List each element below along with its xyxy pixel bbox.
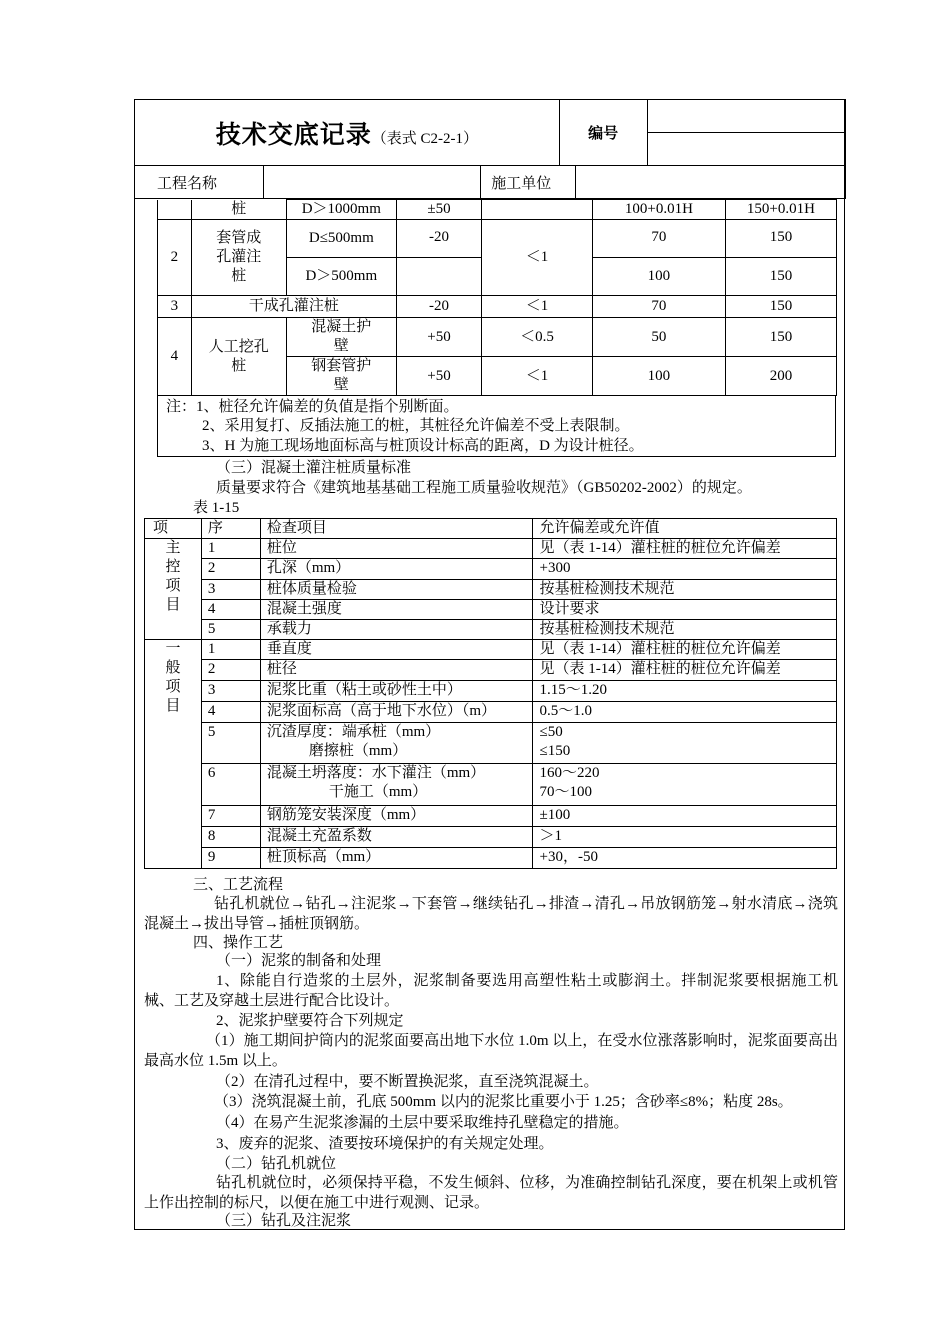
- cell: ＜1: [482, 296, 593, 318]
- cell: 泥浆面标高（高于地下水位）（m）: [260, 702, 533, 723]
- cell: 150: [725, 258, 836, 296]
- cell: 垂直度: [260, 640, 533, 660]
- cell: 70: [592, 296, 725, 318]
- header-cell: 序: [201, 519, 260, 539]
- cell: 按基桩检测技术规范: [533, 580, 837, 600]
- table-row: [145, 681, 837, 702]
- s4-1-title: （一）泥浆的制备和处理: [216, 953, 382, 969]
- cell: 1: [201, 539, 260, 559]
- quality-text: 质量要求符合《建筑地基基础工程施工质量验收规范》（GB50202-2002）的规定。: [216, 480, 752, 496]
- table-row: [145, 559, 837, 580]
- cell: 150: [725, 318, 836, 357]
- table-row: [158, 318, 837, 357]
- cell: 桩体质量检验: [260, 580, 533, 600]
- cell: [482, 200, 593, 220]
- s4-1-p2-3: （3）浇筑混凝土前，孔底 500mm 以内的泥浆比重要小于 1.25；含砂率≤8%；粘度 28s。: [214, 1094, 793, 1110]
- cell: D≤500mm: [286, 220, 396, 258]
- cell: 4: [201, 600, 260, 620]
- cell: 150+0.01H: [725, 200, 836, 220]
- s3-text: 钻孔机就位→钻孔→注泥浆→下套管→继续钻孔→排渣→清孔→吊放钢筋笼→射水清底→浇筑混凝土→拔出导管→插桩顶钢筋。: [144, 896, 838, 932]
- cell: 见（表 1-14）灌柱桩的桩位允许偏差: [533, 539, 837, 559]
- cell: 泥浆比重（粘土或砂性土中）: [260, 681, 533, 702]
- quality-table: [144, 518, 837, 869]
- table-row: [145, 827, 837, 848]
- table-row: [145, 539, 837, 559]
- cell: 160～220 70～100: [533, 764, 837, 806]
- form-code: （表式 C2-2-1）: [371, 130, 479, 147]
- cell: [158, 200, 192, 220]
- number-value-line-2[interactable]: [648, 133, 845, 165]
- cell: 见（表 1-14）灌柱桩的桩位允许偏差: [533, 640, 837, 660]
- cell: 2: [201, 559, 260, 580]
- cell: 干成孔灌注桩: [191, 296, 396, 318]
- project-name-label: 工程名称: [135, 166, 264, 199]
- table-notes: [157, 395, 836, 457]
- main-category: 主控项目: [145, 539, 202, 640]
- note-3: 3、H 为施工现场地面标高与桩顶设计标高的距离，D 为设计桩径。: [202, 438, 644, 454]
- cell: 桩: [191, 200, 286, 220]
- cell: ＞1: [533, 827, 837, 848]
- cell: ＜0.5: [482, 318, 593, 357]
- cell: -20: [396, 220, 481, 258]
- cell: 混凝土护壁: [286, 318, 396, 357]
- cell: 50: [592, 318, 725, 357]
- cell: 200: [725, 357, 836, 396]
- header-table: [134, 99, 846, 166]
- s4-2-text: 钻孔机就位时，必须保持平稳，不发生倾斜、位移，为准确控制钻孔深度，要在机架上或机管上作出控制的标尺，以便在施工中进行观测、记录。: [144, 1175, 838, 1211]
- cell: +50: [396, 357, 481, 396]
- cell: ±50: [396, 200, 481, 220]
- s4-1-p2-2: （2）在清孔过程中，要不断置换泥浆，直至浇筑混凝土。: [216, 1074, 599, 1090]
- cell: 4: [158, 318, 192, 396]
- table-row: [145, 806, 837, 827]
- cell: D＞500mm: [286, 258, 396, 296]
- s4-1-p2-4: （4）在易产生泥浆渗漏的土层中要采取维持孔壁稳定的措施。: [216, 1115, 629, 1131]
- cell: 100+0.01H: [592, 200, 725, 220]
- cell: 按基桩检测技术规范: [533, 620, 837, 640]
- cell: 3: [201, 681, 260, 702]
- cell: ＜1: [482, 220, 593, 296]
- cell: 9: [201, 848, 260, 869]
- cell: 见（表 1-14）灌柱桩的桩位允许偏差: [533, 660, 837, 681]
- s4-1-p2: 2、泥浆护壁要符合下列规定: [216, 1013, 404, 1029]
- cell: 人工挖孔桩: [191, 318, 286, 396]
- cell: -20: [396, 296, 481, 318]
- s4-3-title: （三）钻孔及注泥浆: [216, 1213, 352, 1229]
- note-1: 注：1、桩径允许偏差的负值是指个别断面。: [166, 399, 459, 415]
- table-row: [145, 723, 837, 764]
- cell: 混凝土强度: [260, 600, 533, 620]
- cell: 3: [201, 580, 260, 600]
- header-cell: 项: [145, 519, 202, 539]
- cell: 7: [201, 806, 260, 827]
- cell: 钢套管护壁: [286, 357, 396, 396]
- table-row: [145, 640, 837, 660]
- cell: 3: [158, 296, 192, 318]
- doc-title: 技术交底记录: [215, 119, 372, 149]
- table-row: [158, 296, 837, 318]
- cell: 设计要求: [533, 600, 837, 620]
- table-row: [145, 764, 837, 806]
- table-label: 表 1-15: [193, 500, 240, 516]
- cell: 沉渣厚度：端承桩（mm） 磨擦桩（mm）: [260, 723, 533, 764]
- table-row: [145, 702, 837, 723]
- number-label-cell: [559, 100, 647, 166]
- cell: [396, 258, 481, 296]
- cell: 桩位: [260, 539, 533, 559]
- cell: 套管成孔灌注桩: [191, 220, 286, 296]
- s4-1-p2-1: （1）施工期间护筒内的泥浆面要高出地下水位 1.0m 以上，在受水位涨落影响时，泥浆面要高出最高水位 1.5m 以上。: [144, 1033, 838, 1069]
- title-cell: [135, 100, 560, 166]
- unit-label: 施工单位: [481, 166, 576, 199]
- cell: 150: [725, 296, 836, 318]
- unit-value[interactable]: [575, 166, 845, 199]
- header-cell: 允许偏差或允许值: [533, 519, 837, 539]
- note-2: 2、采用复打、反插法施工的桩，其桩径允许偏差不受上表限制。: [202, 418, 630, 434]
- s4-2-title: （二）钻孔机就位: [216, 1156, 337, 1172]
- cell: 2: [158, 220, 192, 296]
- cell: 混凝土坍落度：水下灌注（mm） 干施工（mm）: [260, 764, 533, 806]
- tolerance-table: [157, 199, 837, 396]
- cell: 8: [201, 827, 260, 848]
- cell: 1.15～1.20: [533, 681, 837, 702]
- s4-1-p3: 3、废弃的泥浆、渣要按环境保护的有关规定处理。: [216, 1136, 554, 1152]
- cell: 2: [201, 660, 260, 681]
- table-row: [158, 200, 837, 220]
- cell: 5: [201, 620, 260, 640]
- header-cell: 检查项目: [260, 519, 533, 539]
- cell: 70: [592, 220, 725, 258]
- cell: 混凝土充盈系数: [260, 827, 533, 848]
- number-value-cell[interactable]: [647, 100, 845, 166]
- project-row: [134, 165, 846, 199]
- cell: 6: [201, 764, 260, 806]
- cell: 孔深（mm）: [260, 559, 533, 580]
- cell: 5: [201, 723, 260, 764]
- table-row: [145, 848, 837, 869]
- cell: 150: [725, 220, 836, 258]
- s3-title: 三、工艺流程: [193, 877, 284, 893]
- cell: ≤50 ≤150: [533, 723, 837, 764]
- table-row: [158, 220, 837, 258]
- cell: D＞1000mm: [286, 200, 396, 220]
- cell: ±100: [533, 806, 837, 827]
- cell: +50: [396, 318, 481, 357]
- cell: 100: [592, 357, 725, 396]
- quality-heading: （三）混凝土灌注桩质量标准: [216, 460, 412, 476]
- cell: 桩径: [260, 660, 533, 681]
- cell: 承载力: [260, 620, 533, 640]
- table-row: [145, 580, 837, 600]
- cell: 0.5～1.0: [533, 702, 837, 723]
- number-value-line[interactable]: [648, 100, 845, 133]
- s4-title: 四、操作工艺: [193, 935, 284, 951]
- cell: +30，-50: [533, 848, 837, 869]
- project-name-value[interactable]: [263, 166, 481, 199]
- general-category: 一般项目: [145, 640, 202, 869]
- cell: 4: [201, 702, 260, 723]
- table-row: [145, 600, 837, 620]
- cell: ＜1: [482, 357, 593, 396]
- table-header-row: [145, 519, 837, 539]
- cell: 1: [201, 640, 260, 660]
- table-row: [145, 620, 837, 640]
- number-label: 编号: [588, 124, 619, 142]
- cell: 钢筋笼安装深度（mm）: [260, 806, 533, 827]
- cell: +300: [533, 559, 837, 580]
- cell: 桩顶标高（mm）: [260, 848, 533, 869]
- cell: 100: [592, 258, 725, 296]
- s4-1-p1: 1、除能自行造浆的土层外，泥浆制备要选用高塑性粘土或膨润土。拌制泥浆要根据施工机械、工艺及穿越土层进行配合比设计。: [144, 973, 838, 1009]
- table-row: [145, 660, 837, 681]
